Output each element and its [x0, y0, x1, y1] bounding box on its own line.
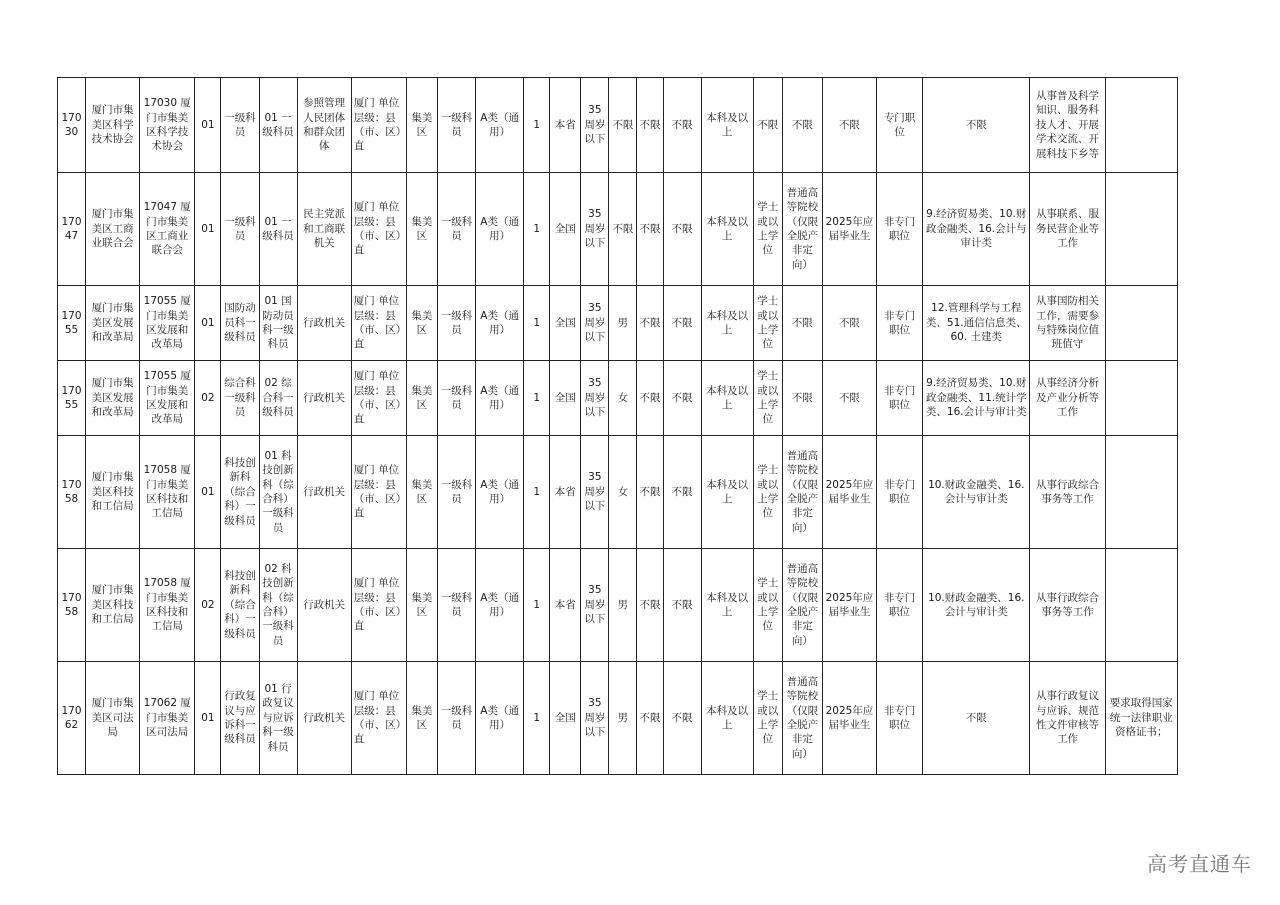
table-cell: 17030 厦门市集美区科学技术协会	[140, 78, 195, 173]
table-cell: 01	[195, 173, 221, 286]
table-cell: 不限	[782, 361, 822, 436]
table-cell: 不限	[663, 662, 701, 775]
table-cell: 学士或以上学位	[753, 549, 782, 662]
table-row	[58, 286, 1178, 361]
table-cell: 10.财政金融类、16.会计与审计类	[923, 549, 1030, 662]
table-cell: 科技创新科（综合科）一级科员	[221, 436, 259, 549]
table-cell: 男	[609, 549, 637, 662]
table-cell: 2025年应届毕业生	[822, 662, 876, 775]
table-cell: 不限	[822, 286, 876, 361]
table-cell: 35周岁以下	[581, 173, 609, 286]
table-cell: 01 一级科员	[259, 173, 297, 286]
table-cell: 厦门市集美区司法局	[86, 662, 140, 775]
table-cell: 9.经济贸易类、10.财政金融类、11.统计学类、16.会计与审计类	[923, 361, 1030, 436]
table-cell: 一级科员	[437, 361, 475, 436]
table-cell: 一级科员	[437, 286, 475, 361]
table-cell: 1	[524, 78, 550, 173]
table-cell: 不限	[637, 286, 663, 361]
table-cell: 一级科员	[437, 436, 475, 549]
table-cell: 专门职位	[877, 78, 923, 173]
table-cell: 集美区	[406, 361, 437, 436]
table-cell: 一级科员	[437, 78, 475, 173]
table-cell: 厦门市集美区科技和工信局	[86, 436, 140, 549]
table-cell: 从事普及科学知识、服务科技人才、开展学术交流、开展科技下乡等	[1030, 78, 1105, 173]
table-cell: A类（通用）	[476, 662, 524, 775]
table-cell: 厦门市集美区科技和工信局	[86, 549, 140, 662]
table-cell: 厦门 单位层级：县（市、区）直	[351, 361, 406, 436]
table-cell: 01	[195, 662, 221, 775]
table-cell: 厦门 单位层级：县（市、区）直	[351, 549, 406, 662]
table-cell: 厦门 单位层级：县（市、区）直	[351, 662, 406, 775]
table-cell	[1105, 286, 1177, 361]
table-cell: 17055	[58, 361, 86, 436]
table-cell: 1	[524, 361, 550, 436]
table-cell: 集美区	[406, 662, 437, 775]
table-cell: 全国	[550, 361, 581, 436]
table-cell: 厦门 单位层级：县（市、区）直	[351, 436, 406, 549]
table-cell: 从事经济分析及产业分析等工作	[1030, 361, 1105, 436]
table-cell: 1	[524, 436, 550, 549]
table-cell: 17047	[58, 173, 86, 286]
table-cell: 普通高等院校（仅限全脱产非定向）	[782, 173, 822, 286]
table-cell: 不限	[637, 361, 663, 436]
table-cell: 行政机关	[297, 436, 351, 549]
table-cell: 不限	[822, 361, 876, 436]
table-cell: 2025年应届毕业生	[822, 549, 876, 662]
table-cell: 本科及以上	[701, 549, 753, 662]
table-cell: 本科及以上	[701, 361, 753, 436]
table-cell: 02	[195, 361, 221, 436]
table-cell: 普通高等院校（仅限全脱产非定向）	[782, 662, 822, 775]
table-cell: 01	[195, 286, 221, 361]
table-cell: 1	[524, 286, 550, 361]
table-cell: 2025年应届毕业生	[822, 173, 876, 286]
table-cell: 厦门 单位层级：县（市、区）直	[351, 286, 406, 361]
table-row	[58, 173, 1178, 286]
table-cell: 科技创新科（综合科）一级科员	[221, 549, 259, 662]
table-cell: 35周岁以下	[581, 549, 609, 662]
table-cell: 17058	[58, 549, 86, 662]
table-cell: 从事国防相关工作，需要参与特殊岗位值班值守	[1030, 286, 1105, 361]
table-cell: 17058 厦门市集美区科技和工信局	[140, 549, 195, 662]
table-cell: 学士或以上学位	[753, 361, 782, 436]
table-cell: 厦门市集美区工商业联合会	[86, 173, 140, 286]
table-cell: 01	[195, 78, 221, 173]
table-cell: 全国	[550, 286, 581, 361]
table-cell: 非专门职位	[877, 173, 923, 286]
table-cell: 行政机关	[297, 662, 351, 775]
table-cell: 集美区	[406, 436, 437, 549]
table-cell: 17058	[58, 436, 86, 549]
table-cell: 从事联系、服务民营企业等工作	[1030, 173, 1105, 286]
table-cell: 不限	[663, 286, 701, 361]
table-cell: 学士或以上学位	[753, 173, 782, 286]
table-cell	[1105, 549, 1177, 662]
table-cell: 厦门市集美区科学技术协会	[86, 78, 140, 173]
table-cell: 1	[524, 549, 550, 662]
table-cell: 不限	[782, 286, 822, 361]
table-cell: 集美区	[406, 173, 437, 286]
table-cell: 厦门市集美区发展和改革局	[86, 286, 140, 361]
job-table	[57, 77, 1178, 775]
table-cell: 学士或以上学位	[753, 286, 782, 361]
table-cell: 35周岁以下	[581, 78, 609, 173]
table-cell: 不限	[663, 361, 701, 436]
table-cell: 不限	[663, 78, 701, 173]
table-cell: 不限	[753, 78, 782, 173]
table-row	[58, 78, 1178, 173]
table-cell: 非专门职位	[877, 662, 923, 775]
table-cell: 集美区	[406, 549, 437, 662]
table-cell: 本科及以上	[701, 78, 753, 173]
table-cell: 女	[609, 436, 637, 549]
table-cell: 35周岁以下	[581, 436, 609, 549]
table-cell: 从事行政综合事务等工作	[1030, 549, 1105, 662]
table-cell: A类（通用）	[476, 78, 524, 173]
table-cell: 男	[609, 286, 637, 361]
table-cell: 集美区	[406, 286, 437, 361]
table-cell: 本科及以上	[701, 286, 753, 361]
table-cell: 01 科技创新科（综合科）一级科员	[259, 436, 297, 549]
watermark-text: 高考直通车	[1147, 852, 1252, 876]
table-cell: 不限	[923, 78, 1030, 173]
table-cell: 一级科员	[221, 173, 259, 286]
table-cell: 不限	[637, 173, 663, 286]
table-cell: 本科及以上	[701, 173, 753, 286]
table-cell: 一级科员	[221, 78, 259, 173]
table-cell: 全国	[550, 662, 581, 775]
table-cell: 17058 厦门市集美区科技和工信局	[140, 436, 195, 549]
table-cell: 厦门 单位层级：县（市、区）直	[351, 78, 406, 173]
table-cell: 学士或以上学位	[753, 436, 782, 549]
table-cell: 17055 厦门市集美区发展和改革局	[140, 286, 195, 361]
table-cell: 不限	[609, 78, 637, 173]
table-cell: 35周岁以下	[581, 286, 609, 361]
table-cell: 17062	[58, 662, 86, 775]
table-cell: 不限	[637, 436, 663, 549]
table-cell: 行政机关	[297, 286, 351, 361]
table-cell: 不限	[782, 78, 822, 173]
table-cell: 行政复议与应诉科一级科员	[221, 662, 259, 775]
table-cell: 从事行政复议与应诉、规范性文件审核等工作	[1030, 662, 1105, 775]
table-cell: 非专门职位	[877, 286, 923, 361]
table-cell: 一级科员	[437, 173, 475, 286]
table-cell: 不限	[663, 173, 701, 286]
table-row	[58, 436, 1178, 549]
table-cell: 不限	[822, 78, 876, 173]
table-cell: 民主党派和工商联机关	[297, 173, 351, 286]
table-cell: 一级科员	[437, 549, 475, 662]
table-cell: 不限	[663, 436, 701, 549]
table-cell: 01	[195, 436, 221, 549]
table-cell: A类（通用）	[476, 173, 524, 286]
table-cell: 不限	[637, 549, 663, 662]
table-cell: 01 一级科员	[259, 78, 297, 173]
table-cell	[1105, 78, 1177, 173]
table-cell: 17062 厦门市集美区司法局	[140, 662, 195, 775]
table-row	[58, 662, 1178, 775]
table-cell: 非专门职位	[877, 436, 923, 549]
table-cell: 普通高等院校（仅限全脱产非定向）	[782, 549, 822, 662]
table-cell: 全国	[550, 173, 581, 286]
table-cell: 本省	[550, 436, 581, 549]
table-cell: 不限	[637, 662, 663, 775]
table-cell: A类（通用）	[476, 286, 524, 361]
table-cell: 35周岁以下	[581, 662, 609, 775]
table-cell: 17055	[58, 286, 86, 361]
table-cell: 厦门市集美区发展和改革局	[86, 361, 140, 436]
table-cell: 2025年应届毕业生	[822, 436, 876, 549]
table-cell	[1105, 173, 1177, 286]
table-cell: 17055 厦门市集美区发展和改革局	[140, 361, 195, 436]
table-cell: 10.财政金融类、16.会计与审计类	[923, 436, 1030, 549]
table-cell: 不限	[637, 78, 663, 173]
table-cell: 本科及以上	[701, 662, 753, 775]
table-cell: 一级科员	[437, 662, 475, 775]
table-cell: 非专门职位	[877, 549, 923, 662]
table-cell: 学士或以上学位	[753, 662, 782, 775]
table-cell: 集美区	[406, 78, 437, 173]
table-cell: 9.经济贸易类、10.财政金融类、16.会计与审计类	[923, 173, 1030, 286]
table-cell: 01 国防动员科一级科员	[259, 286, 297, 361]
table-cell	[1105, 361, 1177, 436]
table-cell: 1	[524, 173, 550, 286]
table-cell: 1	[524, 662, 550, 775]
table-row	[58, 549, 1178, 662]
table-cell: 男	[609, 662, 637, 775]
table-cell: 行政机关	[297, 361, 351, 436]
table-cell: 02 科技创新科（综合科）一级科员	[259, 549, 297, 662]
table-cell: 综合科一级科员	[221, 361, 259, 436]
table-cell: 女	[609, 361, 637, 436]
table-cell: 不限	[609, 173, 637, 286]
table-cell: A类（通用）	[476, 361, 524, 436]
table-cell: 要求取得国家统一法律职业资格证书；	[1105, 662, 1177, 775]
table-cell: 01 行政复议与应诉科一级科员	[259, 662, 297, 775]
table-cell: 国防动员科一级科员	[221, 286, 259, 361]
table-row	[58, 361, 1178, 436]
table-cell: 不限	[663, 549, 701, 662]
table-cell: 行政机关	[297, 549, 351, 662]
table-cell: 12.管理科学与工程类、51.通信信息类、60. 土建类	[923, 286, 1030, 361]
table-cell: 02	[195, 549, 221, 662]
table-cell: 厦门 单位层级：县（市、区）直	[351, 173, 406, 286]
table-cell: 参照管理人民团体和群众团体	[297, 78, 351, 173]
table-cell: 本科及以上	[701, 436, 753, 549]
table-cell: 不限	[923, 662, 1030, 775]
table-cell: 非专门职位	[877, 361, 923, 436]
table-cell: 35周岁以下	[581, 361, 609, 436]
table-cell: 从事行政综合事务等工作	[1030, 436, 1105, 549]
table-cell: 17047 厦门市集美区工商业联合会	[140, 173, 195, 286]
table-cell: 本省	[550, 549, 581, 662]
table-cell: A类（通用）	[476, 436, 524, 549]
table-cell: 02 综合科一级科员	[259, 361, 297, 436]
table-cell: 普通高等院校（仅限全脱产非定向）	[782, 436, 822, 549]
table-cell: 本省	[550, 78, 581, 173]
table-cell: 17030	[58, 78, 86, 173]
table-cell	[1105, 436, 1177, 549]
table-cell: A类（通用）	[476, 549, 524, 662]
